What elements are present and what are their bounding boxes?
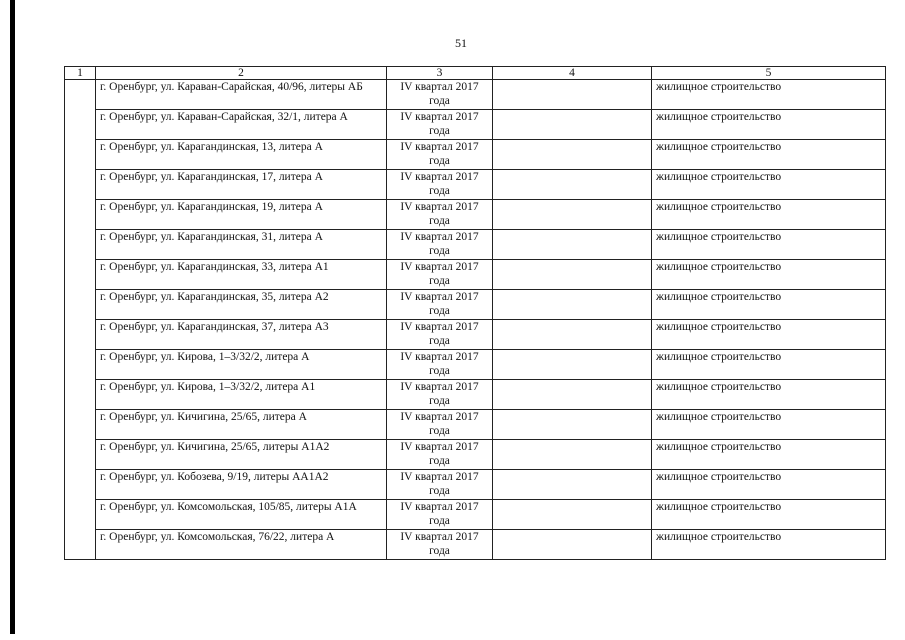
column-header-3: 3 — [387, 67, 493, 80]
address-cell: г. Оренбург, ул. Карагандинская, 35, литера А2 — [96, 290, 387, 320]
period-cell: IV квартал 2017 года — [387, 500, 493, 530]
table-row — [65, 320, 886, 350]
column-header-2: 2 — [96, 67, 387, 80]
address-cell: г. Оренбург, ул. Кирова, 1–3/32/2, литера А1 — [96, 380, 387, 410]
period-cell: IV квартал 2017 года — [387, 440, 493, 470]
address-cell: г. Оренбург, ул. Комсомольская, 105/85, литеры А1А — [96, 500, 387, 530]
purpose-cell: жилищное строительство — [652, 530, 886, 560]
column-4-cell — [493, 440, 652, 470]
purpose-cell: жилищное строительство — [652, 260, 886, 290]
land-plots-table — [64, 66, 886, 560]
period-cell: IV квартал 2017 года — [387, 230, 493, 260]
address-cell: г. Оренбург, ул. Комсомольская, 76/22, литера А — [96, 530, 387, 560]
column-4-cell — [493, 470, 652, 500]
period-cell: IV квартал 2017 года — [387, 290, 493, 320]
table-row — [65, 350, 886, 380]
purpose-cell: жилищное строительство — [652, 290, 886, 320]
column-4-cell — [493, 320, 652, 350]
period-cell: IV квартал 2017 года — [387, 320, 493, 350]
column-4-cell — [493, 110, 652, 140]
column-4-cell — [493, 260, 652, 290]
period-cell: IV квартал 2017 года — [387, 380, 493, 410]
page-number: 51 — [455, 36, 467, 50]
table-row — [65, 380, 886, 410]
period-cell: IV квартал 2017 года — [387, 110, 493, 140]
purpose-cell: жилищное строительство — [652, 410, 886, 440]
address-cell: г. Оренбург, ул. Карагандинская, 13, литера А — [96, 140, 387, 170]
column-4-cell — [493, 80, 652, 110]
period-cell: IV квартал 2017 года — [387, 260, 493, 290]
address-cell: г. Оренбург, ул. Карагандинская, 31, литера А — [96, 230, 387, 260]
purpose-cell: жилищное строительство — [652, 230, 886, 260]
period-cell: IV квартал 2017 года — [387, 80, 493, 110]
address-cell: г. Оренбург, ул. Кичигина, 25/65, литеры А1А2 — [96, 440, 387, 470]
table-row — [65, 200, 886, 230]
table-row — [65, 170, 886, 200]
table-row — [65, 230, 886, 260]
purpose-cell: жилищное строительство — [652, 500, 886, 530]
column-4-cell — [493, 500, 652, 530]
column-4-cell — [493, 380, 652, 410]
purpose-cell: жилищное строительство — [652, 110, 886, 140]
period-cell: IV квартал 2017 года — [387, 530, 493, 560]
purpose-cell: жилищное строительство — [652, 440, 886, 470]
address-cell: г. Оренбург, ул. Карагандинская, 33, литера А1 — [96, 260, 387, 290]
column-4-cell — [493, 170, 652, 200]
table-row — [65, 80, 886, 110]
address-cell: г. Оренбург, ул. Кобозева, 9/19, литеры АА1А2 — [96, 470, 387, 500]
address-cell: г. Оренбург, ул. Караван-Сарайская, 32/1, литера А — [96, 110, 387, 140]
period-cell: IV квартал 2017 года — [387, 350, 493, 380]
period-cell: IV квартал 2017 года — [387, 470, 493, 500]
table-row — [65, 260, 886, 290]
table-row — [65, 140, 886, 170]
purpose-cell: жилищное строительство — [652, 170, 886, 200]
address-cell: г. Оренбург, ул. Карагандинская, 37, литера А3 — [96, 320, 387, 350]
column-4-cell — [493, 200, 652, 230]
purpose-cell: жилищное строительство — [652, 80, 886, 110]
table-row — [65, 290, 886, 320]
purpose-cell: жилищное строительство — [652, 380, 886, 410]
column-4-cell — [493, 530, 652, 560]
column-1-merged-cell — [65, 80, 96, 560]
table-row — [65, 440, 886, 470]
binding-edge-bar — [10, 0, 15, 634]
table-row — [65, 110, 886, 140]
column-4-cell — [493, 140, 652, 170]
purpose-cell: жилищное строительство — [652, 320, 886, 350]
column-header-1: 1 — [65, 67, 96, 80]
address-cell: г. Оренбург, ул. Караван-Сарайская, 40/96, литеры АБ — [96, 80, 387, 110]
period-cell: IV квартал 2017 года — [387, 200, 493, 230]
column-4-cell — [493, 290, 652, 320]
address-cell: г. Оренбург, ул. Карагандинская, 19, литера А — [96, 200, 387, 230]
column-4-cell — [493, 410, 652, 440]
purpose-cell: жилищное строительство — [652, 470, 886, 500]
purpose-cell: жилищное строительство — [652, 200, 886, 230]
table-row — [65, 470, 886, 500]
period-cell: IV квартал 2017 года — [387, 140, 493, 170]
column-header-4: 4 — [493, 67, 652, 80]
column-4-cell — [493, 230, 652, 260]
column-header-5: 5 — [652, 67, 886, 80]
address-cell: г. Оренбург, ул. Кирова, 1–3/32/2, литера А — [96, 350, 387, 380]
address-cell: г. Оренбург, ул. Карагандинская, 17, литера А — [96, 170, 387, 200]
table-body — [65, 80, 886, 560]
period-cell: IV квартал 2017 года — [387, 170, 493, 200]
table-header-row — [65, 67, 886, 80]
column-4-cell — [493, 350, 652, 380]
period-cell: IV квартал 2017 года — [387, 410, 493, 440]
table-row — [65, 530, 886, 560]
purpose-cell: жилищное строительство — [652, 350, 886, 380]
address-cell: г. Оренбург, ул. Кичигина, 25/65, литера А — [96, 410, 387, 440]
table-row — [65, 410, 886, 440]
table-row — [65, 500, 886, 530]
purpose-cell: жилищное строительство — [652, 140, 886, 170]
